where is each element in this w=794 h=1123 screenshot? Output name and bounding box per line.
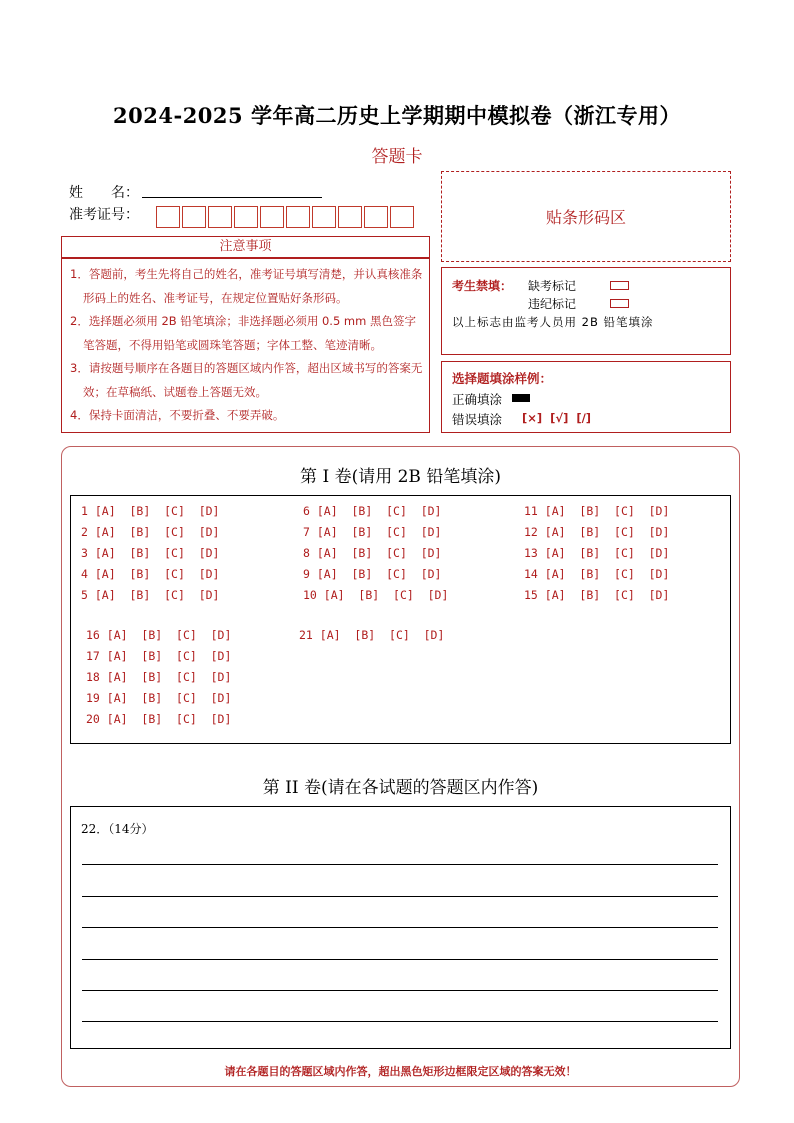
answer-options[interactable]: [A] [B] [C] [D] xyxy=(544,567,670,581)
answer-options[interactable]: [A] [B] [C] [D] xyxy=(316,567,442,581)
notice-item: 4．保持卡面清洁，不要折叠、不要弄破。 xyxy=(70,408,285,422)
question-row xyxy=(303,567,441,581)
question-number: 9 xyxy=(303,567,317,581)
footer-warning: 请在各题目的答题区域内作答，超出黑色矩形边框限定区域的答案无效！ xyxy=(224,1065,577,1078)
id-digit-box[interactable] xyxy=(208,206,232,228)
violation-mark-box[interactable] xyxy=(610,299,629,308)
question-row xyxy=(86,628,231,642)
violation-label: 违纪标记 xyxy=(528,297,577,311)
question-number: 14 xyxy=(524,567,545,581)
page-subtitle: 答题卡 xyxy=(371,147,423,167)
wrong-fill-label: 错误填涂 xyxy=(452,412,503,427)
absent-mark-box[interactable] xyxy=(610,281,629,290)
answer-options[interactable]: [A] [B] [C] [D] xyxy=(94,567,220,581)
answer-options[interactable]: [A] [B] [C] [D] xyxy=(106,628,232,642)
ban-label: 考生禁填： xyxy=(452,279,513,293)
question-number: 16 xyxy=(86,628,107,642)
question-row xyxy=(299,628,444,642)
id-digit-box[interactable] xyxy=(234,206,258,228)
fill-example-heading: 选择题填涂样例： xyxy=(452,371,553,386)
answer-options[interactable]: [A] [B] [C] [D] xyxy=(544,525,670,539)
answer-line xyxy=(82,864,718,865)
question-number: 4 xyxy=(81,567,95,581)
question-number: 20 xyxy=(86,712,107,726)
question-row xyxy=(303,504,441,518)
question-22-label: 22．（14分） xyxy=(81,822,154,836)
question-number: 5 xyxy=(81,588,95,602)
answer-options[interactable]: [A] [B] [C] [D] xyxy=(106,712,232,726)
answer-options[interactable]: [A] [B] [C] [D] xyxy=(94,546,220,560)
answer-options[interactable]: [A] [B] [C] [D] xyxy=(94,525,220,539)
answer-options[interactable]: [A] [B] [C] [D] xyxy=(106,670,232,684)
part1-title: 第 I 卷(请用 2B 铅笔填涂) xyxy=(300,467,501,487)
question-row xyxy=(524,588,669,602)
id-digit-box[interactable] xyxy=(390,206,414,228)
question-row xyxy=(524,504,669,518)
answer-line xyxy=(82,959,718,960)
question-number: 3 xyxy=(81,546,95,560)
question-row xyxy=(81,546,219,560)
absent-label: 缺考标记 xyxy=(528,279,577,293)
question-row xyxy=(86,649,231,663)
question-number: 8 xyxy=(303,546,317,560)
question-row xyxy=(86,670,231,684)
page-title: 2024-2025 学年高二历史上学期期中模拟卷（浙江专用） xyxy=(113,103,681,128)
question-number: 17 xyxy=(86,649,107,663)
question-row xyxy=(81,567,219,581)
essay-answer-box[interactable] xyxy=(70,806,731,1049)
question-number: 21 xyxy=(299,628,320,642)
answer-options[interactable]: [A] [B] [C] [D] xyxy=(316,546,442,560)
name-label: 姓 名： xyxy=(69,185,139,201)
question-number: 18 xyxy=(86,670,107,684)
answer-options[interactable]: [A] [B] [C] [D] xyxy=(94,588,220,602)
question-number: 13 xyxy=(524,546,545,560)
barcode-area xyxy=(441,171,731,262)
question-row xyxy=(524,567,669,581)
answer-line xyxy=(82,990,718,991)
answer-line xyxy=(82,896,718,897)
id-label: 准考证号： xyxy=(69,207,139,223)
question-row xyxy=(81,525,219,539)
question-row xyxy=(303,525,441,539)
id-digit-box[interactable] xyxy=(286,206,310,228)
id-digit-box[interactable] xyxy=(156,206,180,228)
answer-line xyxy=(82,1021,718,1022)
question-number: 15 xyxy=(524,588,545,602)
notice-heading: 注意事项 xyxy=(61,236,430,258)
fill-example-box xyxy=(441,361,731,433)
answer-options[interactable]: [A] [B] [C] [D] xyxy=(319,628,445,642)
answer-options[interactable]: [A] [B] [C] [D] xyxy=(323,588,449,602)
answer-options[interactable]: [A] [B] [C] [D] xyxy=(316,504,442,518)
name-field[interactable] xyxy=(142,197,322,198)
correct-fill-label: 正确填涂 xyxy=(452,392,503,407)
id-digit-box[interactable] xyxy=(338,206,362,228)
question-row xyxy=(303,546,441,560)
question-row xyxy=(86,712,231,726)
question-row xyxy=(81,504,219,518)
question-row xyxy=(524,525,669,539)
examiner-marks-box xyxy=(441,267,731,355)
question-number: 10 xyxy=(303,588,324,602)
notice-body xyxy=(61,258,430,433)
id-digit-box[interactable] xyxy=(182,206,206,228)
answer-options[interactable]: [A] [B] [C] [D] xyxy=(106,691,232,705)
barcode-label: 贴条形码区 xyxy=(545,208,626,227)
answer-line xyxy=(82,927,718,928)
id-digit-box[interactable] xyxy=(364,206,388,228)
question-number: 12 xyxy=(524,525,545,539)
question-number: 19 xyxy=(86,691,107,705)
id-number-boxes[interactable] xyxy=(156,206,416,228)
answer-options[interactable]: [A] [B] [C] [D] xyxy=(544,546,670,560)
answer-options[interactable]: [A] [B] [C] [D] xyxy=(544,588,670,602)
notice-item: 2．选择题必须用 2B 铅笔填涂；非选择题必须用 0.5 mm 黑色签字笔答题，不得用铅笔或圆珠笔答题；字体工整、笔迹清晰。 xyxy=(70,314,416,352)
question-row xyxy=(524,546,669,560)
question-number: 11 xyxy=(524,504,545,518)
wrong-fill-samples: [×] [√] [/] xyxy=(522,411,592,425)
id-digit-box[interactable] xyxy=(260,206,284,228)
answer-options[interactable]: [A] [B] [C] [D] xyxy=(544,504,670,518)
correct-fill-sample xyxy=(512,394,530,402)
notice-item: 1．答题前，考生先将自己的姓名，准考证号填写清楚，并认真核准条形码上的姓名、准考证号，在规定位置贴好条形码。 xyxy=(70,267,423,305)
question-number: 7 xyxy=(303,525,317,539)
question-row xyxy=(303,588,448,602)
question-row xyxy=(81,588,219,602)
answer-options[interactable]: [A] [B] [C] [D] xyxy=(316,525,442,539)
question-number: 1 xyxy=(81,504,95,518)
id-digit-box[interactable] xyxy=(312,206,336,228)
answer-options[interactable]: [A] [B] [C] [D] xyxy=(94,504,220,518)
answer-options[interactable]: [A] [B] [C] [D] xyxy=(106,649,232,663)
notice-item: 3．请按题号顺序在各题目的答题区域内作答，超出区域书写的答案无效；在草稿纸、试题卷上答题无效。 xyxy=(70,361,423,399)
question-row xyxy=(86,691,231,705)
multiple-choice-box xyxy=(70,495,731,744)
ban-note: 以上标志由监考人员用 2B 铅笔填涂 xyxy=(452,315,654,329)
question-number: 6 xyxy=(303,504,317,518)
part2-title: 第 II 卷(请在各试题的答题区内作答) xyxy=(262,778,539,798)
question-number: 2 xyxy=(81,525,95,539)
